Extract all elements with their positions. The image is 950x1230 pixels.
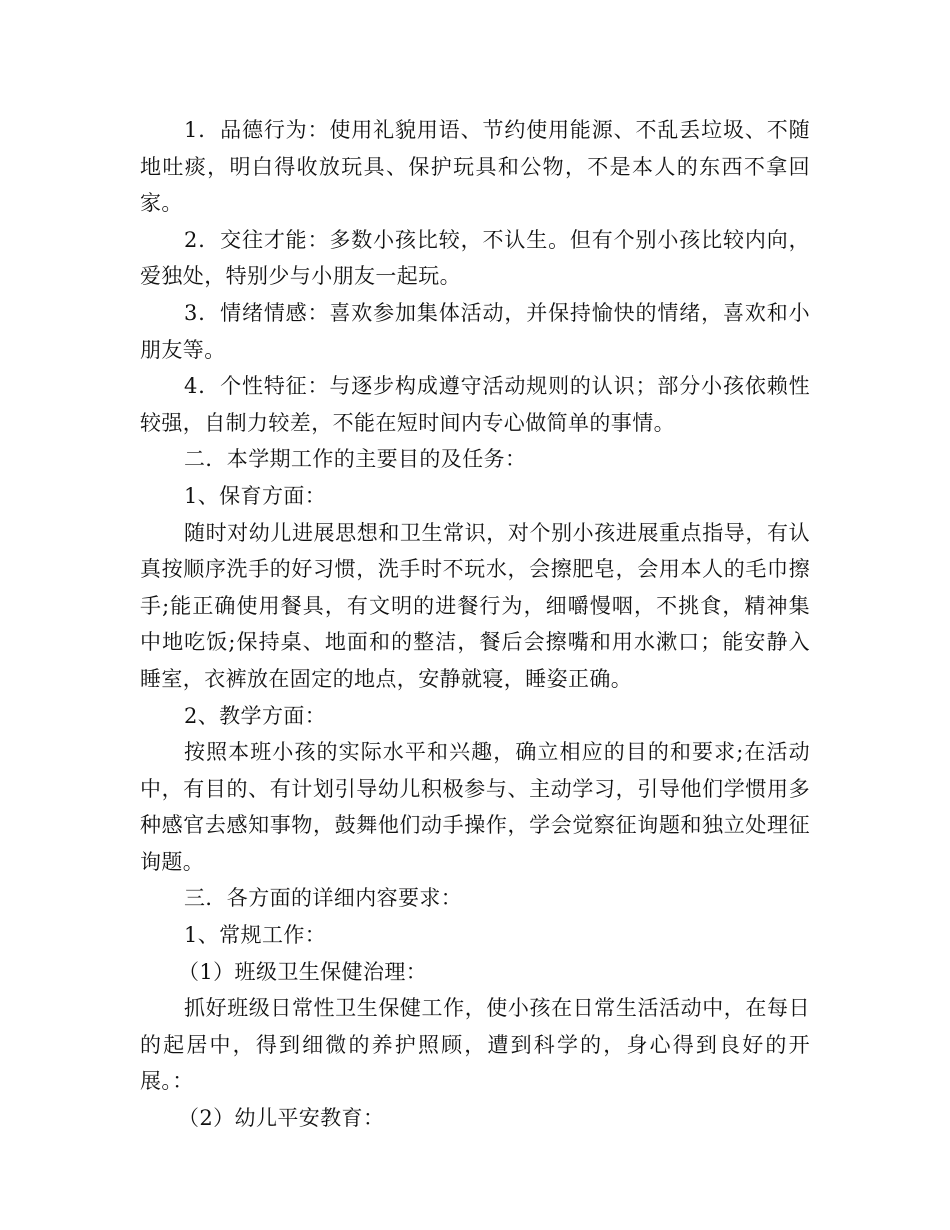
subheading-child-safety: （2）幼儿平安教育：: [178, 1106, 385, 1131]
paragraph-personality: 4．个性特征：与逐步构成遵守活动规则的认识；部分小孩依赖性较强，自制力较差，不能在短时间内专心做简单的事情。: [140, 374, 810, 435]
section-heading-goals: 二．本学期工作的主要目的及任务：: [184, 447, 527, 472]
paragraph-social-ability: 2．交往才能：多数小孩比较，不认生。但有个别小孩比较内向，爱独处，特别少与小朋友一起玩。: [140, 227, 810, 289]
subheading-teaching: 2、教学方面：: [184, 703, 327, 728]
section-heading-requirements: 三．各方面的详细内容要求：: [184, 886, 463, 911]
subheading-class-hygiene: （1）班级卫生保健治理：: [178, 959, 428, 984]
subheading-care: 1、保育方面：: [184, 483, 327, 508]
paragraph-emotions: 3．情绪情感：喜欢参加集体活动，并保持愉快的情绪，喜欢和小朋友等。: [140, 300, 810, 362]
paragraph-hygiene-details: 抓好班级日常性卫生保健工作，使小孩在日常生活活动中，在每日的起居中，得到细微的养护照顾，遭到科学的，身心得到良好的开展。：: [140, 996, 810, 1094]
paragraph-care-details: 随时对幼儿进展思想和卫生常识，对个别小孩进展重点指导，有认真按顺序洗手的好习惯，洗手时不玩水，会擦肥皂，会用本人的毛巾擦手;能正确使用餐具，有文明的进餐行为，细嚼慢咽，不挑食，精神集中地吃饭;保持桌、地面和的整洁，餐后会擦嘴和用水漱口；能安静入睡室，衣裤放在固定的地点，安静就寝，睡姿正确。: [140, 520, 810, 691]
paragraph-teaching-details: 按照本班小孩的实际水平和兴趣，确立相应的目的和要求;在活动中，有目的、有计划引导幼儿积极参与、主动学习，引导他们学惯用多种感官去感知事物，鼓舞他们动手操作，学会觉察征询题和独立处理征询题。: [140, 740, 810, 874]
document-body: [140, 112, 810, 1137]
subheading-routine-work: 1、常规工作：: [184, 923, 327, 948]
paragraph-moral-behavior: 1．品德行为：使用礼貌用语、节约使用能源、不乱丢垃圾、不随地吐痰，明白得收放玩具、保护玩具和公物，不是本人的东西不拿回家。: [140, 118, 810, 216]
